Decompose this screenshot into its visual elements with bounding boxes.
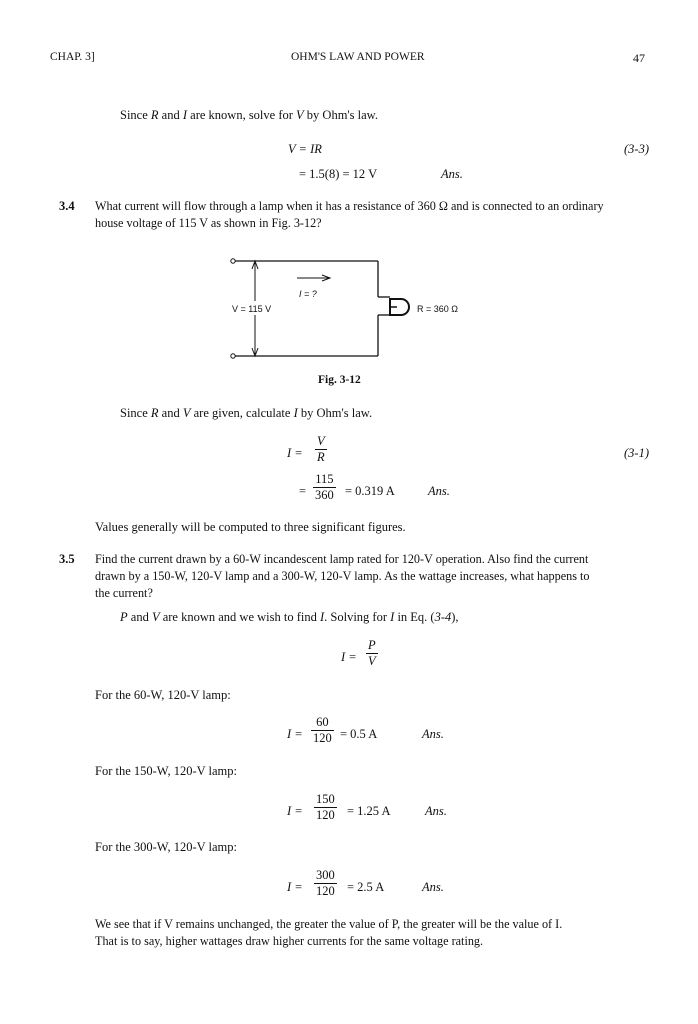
answer-label: Ans.	[441, 167, 463, 181]
conclusion-line: That is to say, higher wattages draw higher currents for the same voltage rating.	[95, 934, 484, 948]
fraction-p-over-v: $\frac{P}{V}$	[368, 638, 376, 668]
answer-label: Ans.	[425, 804, 447, 818]
equation-lhs: I =	[341, 650, 357, 664]
equation-number: (3-1)	[624, 446, 649, 460]
answer-label: Ans.	[422, 880, 444, 894]
answer-label: Ans.	[428, 484, 450, 498]
answer-label: Ans.	[422, 727, 444, 741]
circuit-diagram	[225, 255, 485, 365]
equation-number: (3-3)	[624, 142, 649, 156]
conclusion-line: We see that if V remains unchanged, the greater the value of P, the greater will be the value of I.	[95, 917, 563, 931]
equation-lhs: I =	[287, 446, 303, 460]
problem-text-line: Find the current drawn by a 60-W incandescent lamp rated for 120-V operation. Also find the current	[95, 552, 589, 566]
equation-ohms-law: V = IR	[288, 142, 322, 156]
problem-text-line: the current?	[95, 586, 153, 600]
terminal-bottom	[231, 354, 235, 358]
note-text: Values generally will be computed to three significant figures.	[95, 520, 406, 534]
case-label: For the 300-W, 120-V lamp:	[95, 840, 238, 854]
problem-text-line: drawn by a 150-W, 120-V lamp and a 300-W, 120-V lamp. As the wattage increases, what happens to	[95, 569, 590, 583]
current-label: I = ?	[299, 289, 317, 299]
solution-sentence: Since R and V are given, calculate I by Ohm's law.	[120, 406, 373, 420]
fraction-60-over-120: $\frac{60}{120}$	[313, 715, 332, 745]
page-number: 47	[633, 51, 645, 65]
problem-text-line: house voltage of 115 V as shown in Fig. 3-12?	[95, 216, 322, 230]
figure-caption: Fig. 3-12	[318, 374, 361, 386]
problem-number: 3.5	[59, 552, 75, 566]
equation-result: = 0.5 A	[340, 727, 378, 741]
page-title: OHM'S LAW AND POWER	[291, 51, 425, 63]
case-label: For the 60-W, 120-V lamp:	[95, 688, 231, 702]
problem-text-line: What current will flow through a lamp when it has a resistance of 360 Ω and is connected to an ordinary	[95, 199, 604, 213]
intro-sentence: Since R and I are known, solve for V by Ohm's law.	[120, 108, 379, 122]
equation-result: = 1.25 A	[347, 804, 391, 818]
equation-result: = 1.5(8) = 12 V	[299, 167, 378, 181]
equation-result: = 0.319 A	[345, 484, 395, 498]
equation-equals: =	[299, 484, 307, 498]
chapter-label: CHAP. 3]	[50, 51, 95, 63]
equation-lhs: I =	[287, 804, 303, 818]
fraction-150-over-120: $\frac{150}{120}$	[316, 792, 335, 822]
fraction-115-over-360: $\frac{115}{360}$	[315, 472, 334, 502]
equation-lhs: I =	[287, 880, 303, 894]
case-label: For the 150-W, 120-V lamp:	[95, 764, 238, 778]
voltage-label: V = 115 V	[232, 304, 272, 314]
equation-result: = 2.5 A	[347, 880, 385, 894]
terminal-top	[231, 259, 235, 263]
fraction-v-over-r: $\frac{V}{R}$	[317, 434, 325, 464]
problem-number: 3.4	[59, 199, 75, 213]
fraction-300-over-120: $\frac{300}{120}$	[316, 868, 335, 898]
solution-sentence: P and V are known and we wish to find I. Solving for I in Eq. (3-4),	[120, 610, 459, 624]
equation-lhs: I =	[287, 727, 303, 741]
resistance-label: R = 360 Ω	[417, 304, 459, 314]
